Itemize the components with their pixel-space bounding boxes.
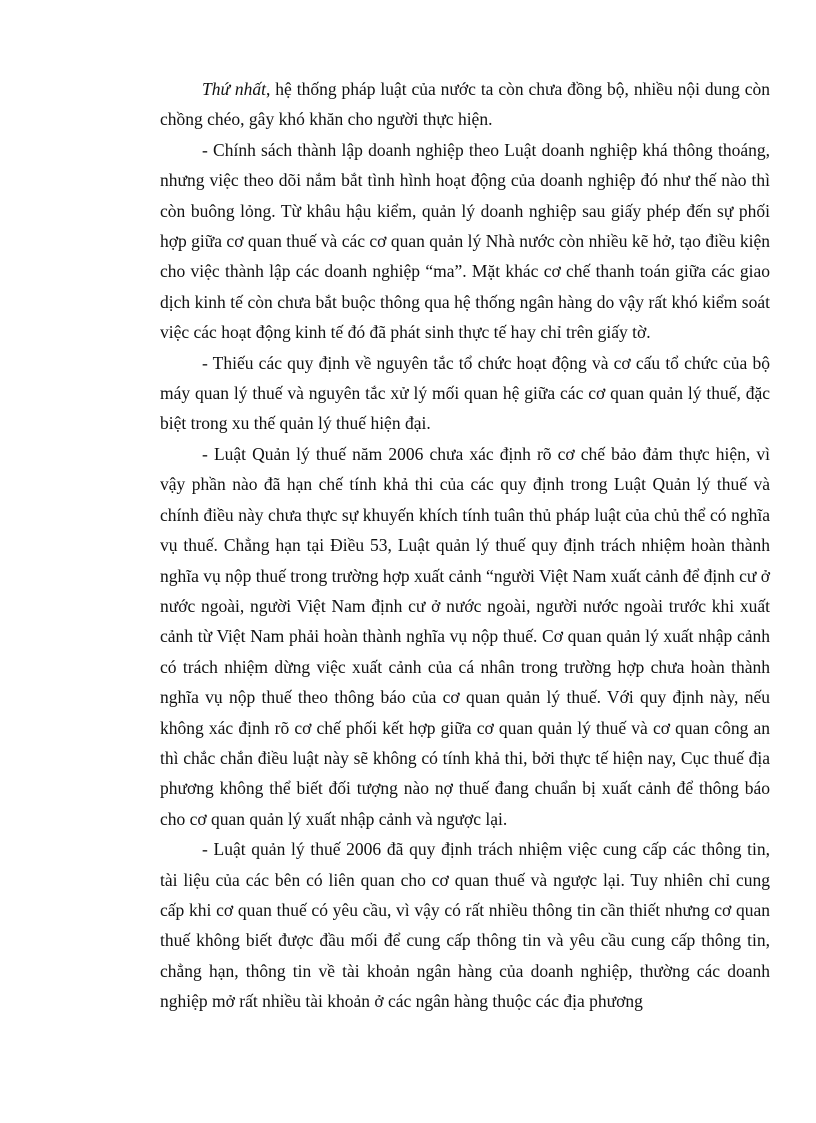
intro-text: , hệ thống pháp luật của nước ta còn chưa đồng bộ, nhiều nội dung còn chồng chéo, gây khó khăn cho người thực hiện. bbox=[160, 79, 770, 130]
document-page bbox=[160, 74, 770, 1017]
intro-paragraph bbox=[160, 74, 770, 135]
intro-lead: Thứ nhất bbox=[202, 79, 267, 99]
paragraph-business-policy: - Chính sách thành lập doanh nghiệp theo Luật doanh nghiệp khá thông thoáng, nhưng việc theo dõi nắm bắt tình hình hoạt động của doanh nghiệp đó như thế nào thì còn buông lỏng. Từ khâu hậu kiểm, quản lý doanh nghiệp sau giấy phép đến sự phối hợp giữa cơ quan thuế và các cơ quan quản lý Nhà nước còn nhiều kẽ hở, tạo điều kiện cho việc thành lập các doanh nghiệp “ma”. Mặt khác cơ chế thanh toán giữa các giao dịch kinh tế còn chưa bắt buộc thông qua hệ thống ngân hàng do vậy rất khó kiểm soát việc các hoạt động kinh tế đó đã phát sinh thực tế hay chỉ trên giấy tờ. bbox=[160, 139, 770, 343]
paragraph-organization-rules: - Thiếu các quy định về nguyên tắc tổ chức hoạt động và cơ cấu tổ chức của bộ máy quan lý thuế và nguyên tắc xử lý mối quan hệ giữa các cơ quan quản lý thuế, đặc biệt trong xu thế quản lý thuế hiện đại. bbox=[160, 352, 770, 434]
paragraph-tax-law-2006: - Luật Quản lý thuế năm 2006 chưa xác định rõ cơ chế bảo đảm thực hiện, vì vậy phần nào đã hạn chế tính khả thi của các quy định trong Luật Quản lý thuế và chính điều này chưa thực sự khuyến khích tính tuân thủ pháp luật của chủ thể có nghĩa vụ thuế. Chẳng hạn tại Điều 53, Luật quản lý thuế quy định trách nhiệm hoàn thành nghĩa vụ nộp thuế trong trường hợp xuất cảnh “người Việt Nam xuất cảnh để định cư ở nước ngoài, người Việt Nam định cư ở nước ngoài, người nước ngoài trước khi xuất cảnh từ Việt Nam phải hoàn thành nghĩa vụ nộp thuế. Cơ quan quản lý xuất nhập cảnh có trách nhiệm dừng việc xuất cảnh của cá nhân trong trường hợp chưa hoàn thành nghĩa vụ nộp thuế theo thông báo của cơ quan quản lý thuế. Với quy định này, nếu không xác định rõ cơ chế phối kết hợp giữa cơ quan quản lý thuế và cơ quan công an thì chắc chắn điều luật này sẽ không có tính khả thi, bởi thực tế hiện nay, Cục thuế địa phương không thể biết đối tượng nào nợ thuế đang chuẩn bị xuất cảnh để thông báo cho cơ quan quản lý xuất nhập cảnh và ngược lại. bbox=[160, 443, 770, 829]
paragraph-information-sharing: - Luật quản lý thuế 2006 đã quy định trách nhiệm việc cung cấp các thông tin, tài liệu của các bên có liên quan cho cơ quan thuế và ngược lại. Tuy nhiên chỉ cung cấp khi cơ quan thuế có yêu cầu, vì vậy có rất nhiều thông tin cần thiết nhưng cơ quan thuế không biết được đầu mối để cung cấp thông tin và yêu cầu cung cấp thông tin, chẳng hạn, thông tin về tài khoản ngân hàng của doanh nghiệp, thường các doanh nghiệp mở rất nhiều tài khoản ở các ngân hàng thuộc các địa phương bbox=[160, 839, 770, 1012]
